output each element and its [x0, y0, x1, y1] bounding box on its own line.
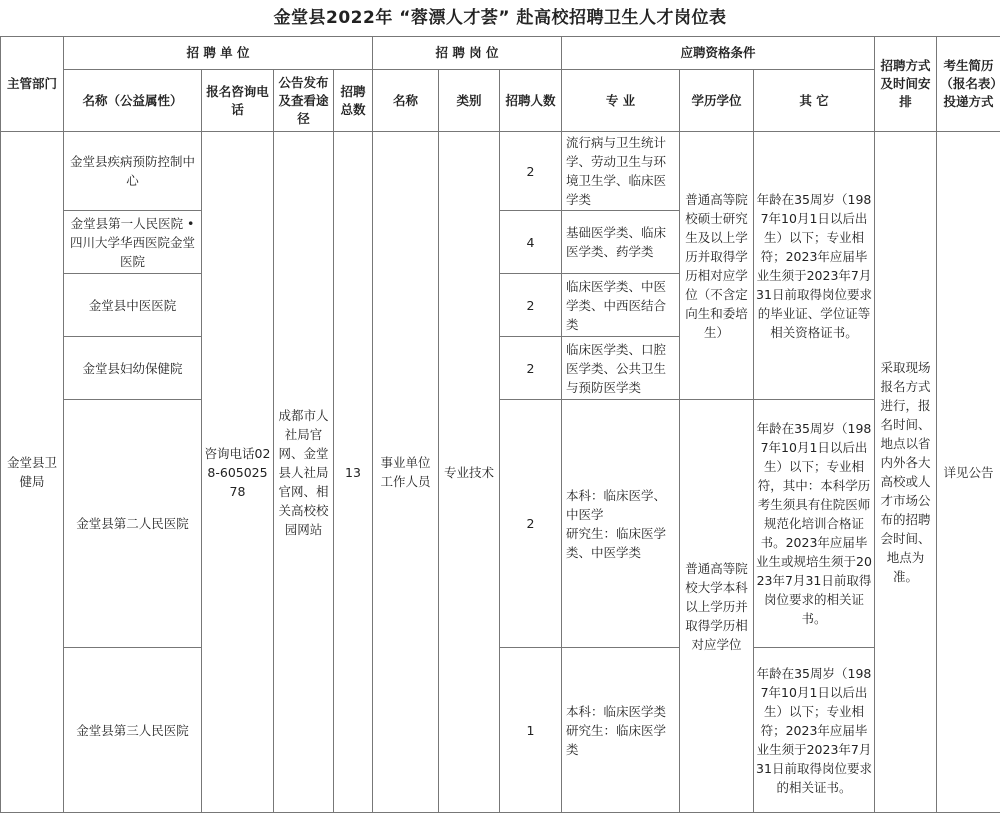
header-post-name: 名称 [373, 70, 439, 132]
post-name-cell: 事业单位工作人员 [373, 132, 439, 813]
count-cell: 2 [500, 274, 562, 337]
count-cell: 1 [500, 648, 562, 813]
major-cell: 本科：临床医学类 研究生：临床医学类 [562, 648, 680, 813]
other-cell: 年龄在35周岁（1987年10月1日以后出生）以下；专业相符；2023年应届毕业生须于2023年7月31日前取得岗位要求的毕业证、学位证等相关资格证书。 [754, 132, 875, 400]
header-dept: 主管部门 [1, 37, 64, 132]
header-unit-group: 招 聘 单 位 [64, 37, 373, 70]
unit-name-cell: 金堂县第二人民医院 [64, 400, 202, 648]
header-category: 类别 [439, 70, 500, 132]
count-cell: 2 [500, 400, 562, 648]
major-cell: 临床医学类、口腔医学类、公共卫生与预防医学类 [562, 337, 680, 400]
header-degree: 学历学位 [680, 70, 754, 132]
total-cell: 13 [334, 132, 373, 813]
degree-cell: 普通高等院校硕士研究生及以上学历并取得学历相对应学位（不含定向生和委培生） [680, 132, 754, 400]
header-post-group: 招 聘 岗 位 [373, 37, 562, 70]
header-count: 招聘人数 [500, 70, 562, 132]
header-qualification-group: 应聘资格条件 [562, 37, 875, 70]
header-phone: 报名咨询电话 [202, 70, 274, 132]
publish-cell: 成都市人社局官网、金堂县人社局官网、相关高校校园网站 [274, 132, 334, 813]
unit-name-cell: 金堂县中医医院 [64, 274, 202, 337]
method-cell: 采取现场报名方式进行，报名时间、地点以省内外各大高校或人才市场公布的招聘会时间、地点为准。 [875, 132, 937, 813]
other-cell: 年龄在35周岁（1987年10月1日以后出生）以下；专业相符，其中：本科学历考生须具有住院医师规范化培训合格证书。2023年应届毕业生或规培生须于2023年7月31日前取得岗位要求的相关证书。 [754, 400, 875, 648]
unit-name-cell: 金堂县疾病预防控制中心 [64, 132, 202, 211]
header-other: 其 它 [754, 70, 875, 132]
other-cell: 年龄在35周岁（1987年10月1日以后出生）以下；专业相符；2023年应届毕业生须于2023年7月31日前取得岗位要求的相关证书。 [754, 648, 875, 813]
header-unit-name: 名称（公益属性） [64, 70, 202, 132]
major-cell: 流行病与卫生统计学、劳动卫生与环境卫生学、临床医学类 [562, 132, 680, 211]
header-submit: 考生简历（报名表）投递方式 [937, 37, 1000, 132]
unit-name-cell: 金堂县妇幼保健院 [64, 337, 202, 400]
major-cell: 本科：临床医学、中医学 研究生：临床医学类、中医学类 [562, 400, 680, 648]
unit-name-cell: 金堂县第三人民医院 [64, 648, 202, 813]
recruitment-table [0, 36, 1000, 813]
phone-cell: 咨询电话028-60502578 [202, 132, 274, 813]
page-title: 金堂县2022年 “蓉漂人才荟” 赴高校招聘卫生人才岗位表 [273, 8, 727, 28]
category-cell: 专业技术 [439, 132, 500, 813]
count-cell: 2 [500, 337, 562, 400]
dept-cell: 金堂县卫健局 [1, 132, 64, 813]
unit-name-cell: 金堂县第一人民医院 • 四川大学华西医院金堂医院 [64, 211, 202, 274]
count-cell: 4 [500, 211, 562, 274]
count-cell: 2 [500, 132, 562, 211]
submit-cell: 详见公告 [937, 132, 1000, 813]
header-publish: 公告发布及查看途径 [274, 70, 334, 132]
major-cell: 临床医学类、中医学类、中西医结合类 [562, 274, 680, 337]
degree-cell: 普通高等院校大学本科以上学历并取得学历相对应学位 [680, 400, 754, 813]
major-cell: 基础医学类、临床医学类、药学类 [562, 211, 680, 274]
header-method: 招聘方式及时间安排 [875, 37, 937, 132]
header-total: 招聘总数 [334, 70, 373, 132]
header-major: 专 业 [562, 70, 680, 132]
